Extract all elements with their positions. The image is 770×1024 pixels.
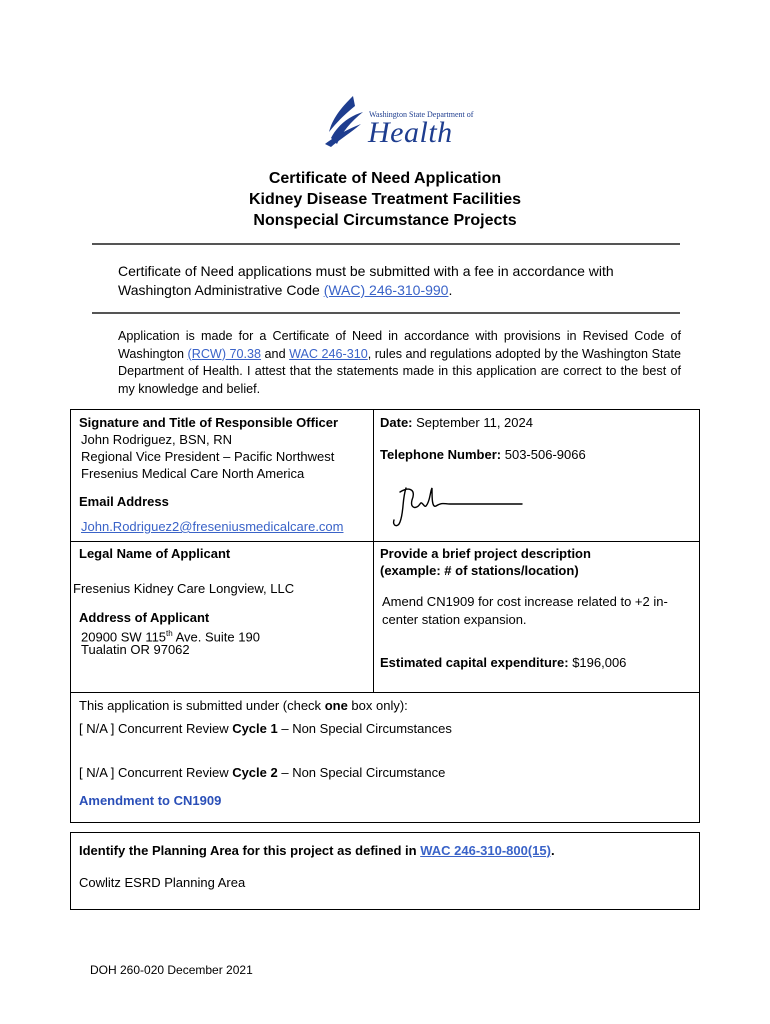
wac-246-310-link[interactable]: WAC 246-310	[289, 346, 368, 361]
cycle-2-label: Cycle 2	[232, 765, 278, 780]
date-label: Date:	[380, 415, 413, 430]
cycle-1-description: – Non Special Circumstances	[277, 721, 452, 736]
wac-246-310-800-link[interactable]: WAC 246-310-800(15)	[420, 843, 551, 858]
fee-notice-end: .	[448, 282, 453, 298]
attestation-text-part-1: Application is made for a Certificate of Need in accordance with provisions in Revised Code of Washington	[118, 329, 681, 361]
planning-area-label-text: Identify the Planning Area for this project as defined in	[79, 843, 421, 858]
rcw-70-38-link[interactable]: (RCW) 70.38	[187, 346, 262, 361]
legal-name-value: Fresenius Kidney Care Longview, LLC	[73, 581, 295, 596]
project-description-value: Amend CN1909 for cost increase related to +2 in-center station expansion.	[382, 594, 668, 627]
capital-expenditure-field	[380, 654, 626, 671]
address-line-1-suite: Ave. Suite 190	[172, 629, 260, 645]
address-ordinal-suffix: th	[166, 629, 173, 638]
handwritten-signature	[390, 482, 530, 532]
submission-intro-emphasis: one	[324, 698, 348, 713]
cycle-2-option[interactable]	[79, 764, 445, 781]
email-label: Email Address	[79, 494, 169, 509]
planning-area-value: Cowlitz ESRD Planning Area	[79, 875, 246, 890]
telephone-label: Telephone Number:	[380, 447, 502, 462]
doh-logo-mark-icon	[323, 94, 373, 148]
table-row-divider-1	[70, 541, 700, 542]
legal-name-label: Legal Name of Applicant	[79, 546, 231, 561]
project-label-line-1: Provide a brief project description	[380, 546, 591, 561]
submission-intro-end: box only):	[347, 698, 408, 713]
address-line-1-street: 20900 SW 115	[81, 629, 167, 645]
capex-value: $196,006	[572, 655, 627, 670]
logo-wordmark: Health	[368, 116, 453, 149]
cycle-2-description: – Non Special Circumstance	[277, 765, 446, 780]
form-footer: DOH 260-020 December 2021	[90, 963, 253, 977]
doh-logo	[323, 94, 474, 149]
email-link[interactable]: John.Rodriguez2@freseniusmedicalcare.com	[81, 519, 344, 534]
attestation-text-part-3: , rules and regulations adopted by the Washington State Department of Health. I attest that the statements made in this application are correct to the best of my knowledge and belief.	[118, 346, 681, 396]
document-title	[0, 168, 770, 231]
fee-notice-text: Certificate of Need applications must be submitted with a fee in accordance with Washington Administrative Code	[118, 263, 614, 298]
project-description-label	[380, 545, 591, 579]
logo-department-text: Washington State Department of	[369, 110, 474, 119]
fee-notice	[118, 262, 678, 300]
capex-label: Estimated capital expenditure:	[380, 655, 569, 670]
telephone-value: 503-506-9066	[504, 447, 586, 462]
submission-intro	[79, 697, 408, 714]
cycle-1-checkbox[interactable]: [ N/A ]	[79, 721, 115, 736]
divider-top	[92, 243, 680, 245]
address-line-2: Tualatin OR 97062	[81, 642, 190, 657]
wac-246-310-990-link[interactable]: (WAC) 246-310-990	[323, 282, 449, 298]
title-line-1: Certificate of Need Application	[268, 170, 502, 187]
cycle-1-text: Concurrent Review	[118, 721, 233, 736]
planning-area-label-end: .	[550, 843, 555, 858]
signature-cell	[79, 414, 369, 482]
cycle-2-text: Concurrent Review	[118, 765, 233, 780]
officer-name: John Rodriguez, BSN, RN	[81, 432, 233, 447]
cycle-1-option[interactable]	[79, 720, 452, 737]
signature-heading: Signature and Title of Responsible Officer	[79, 415, 339, 430]
divider-middle	[92, 312, 680, 314]
cycle-1-label: Cycle 1	[232, 721, 278, 736]
attestation-text	[118, 328, 681, 398]
date-value: September 11, 2024	[416, 415, 533, 430]
submission-intro-text: This application is submitted under (check	[79, 698, 325, 713]
planning-area-label	[79, 842, 555, 859]
officer-company: Fresenius Medical Care North America	[81, 466, 305, 481]
date-field	[380, 414, 533, 431]
telephone-field	[380, 446, 586, 463]
table-column-divider	[373, 409, 374, 692]
attestation-text-part-2: and	[261, 346, 290, 361]
title-line-3: Nonspecial Circumstance Projects	[253, 212, 517, 229]
officer-title: Regional Vice President – Pacific Northwest	[81, 449, 335, 464]
title-line-2: Kidney Disease Treatment Facilities	[248, 191, 522, 208]
amendment-note: Amendment to CN1909	[79, 793, 222, 808]
cycle-2-checkbox[interactable]: [ N/A ]	[79, 765, 115, 780]
table-row-divider-2	[70, 692, 700, 693]
address-label: Address of Applicant	[79, 610, 210, 625]
project-label-line-2: (example: # of stations/location)	[380, 563, 579, 578]
